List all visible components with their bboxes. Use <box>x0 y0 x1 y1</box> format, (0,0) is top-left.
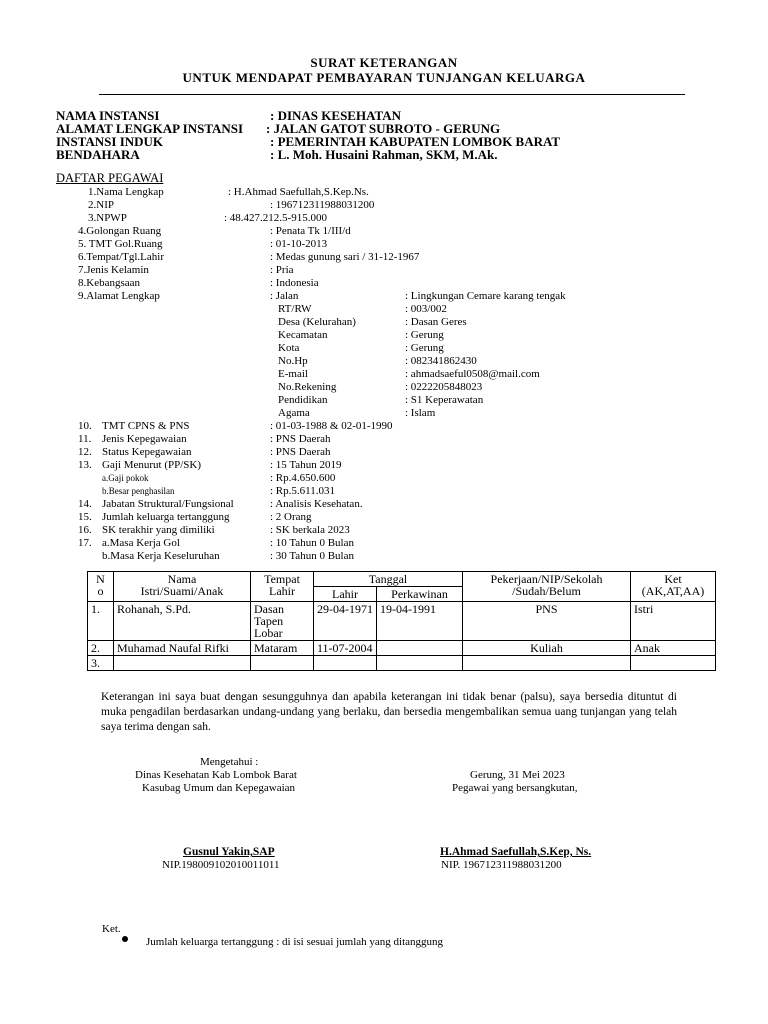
employee-field-label: 2.NIP <box>88 199 114 211</box>
place-date: Gerung, 31 Mei 2023 <box>470 769 565 781</box>
address-label: RT/RW <box>278 303 312 315</box>
cell-no: 1. <box>88 602 114 641</box>
cell-note <box>631 656 716 671</box>
address-label: Kota <box>278 342 300 354</box>
employee-field-num: 16. <box>78 524 92 536</box>
employee-field-label: 9.Alamat Lengkap <box>78 290 160 302</box>
cell-marriage-date <box>377 641 463 656</box>
table-row <box>88 602 716 641</box>
table-header-row <box>88 572 716 587</box>
left-signer-name: Gusnul Yakin,SAP <box>183 846 275 858</box>
salary-total-value: : Rp.5.611.031 <box>270 485 335 497</box>
col-header-marriage: Perkawinan <box>377 587 463 602</box>
cell-marriage-date: 19-04-1991 <box>377 602 463 641</box>
employee-field-value: : 10 Tahun 0 Bulan <box>270 537 354 549</box>
title-divider <box>99 94 685 95</box>
employee-field-label: 8.Kebangsaan <box>78 277 141 289</box>
instansi-name-label: NAMA INSTANSI <box>56 108 160 123</box>
employee-field-num: 10. <box>78 420 92 432</box>
cell-occupation: PNS <box>463 602 631 641</box>
col-header-note: Ket (AK,AT,AA) <box>631 572 716 602</box>
cell-note: Istri <box>631 602 716 641</box>
cell-name: Muhamad Naufal Rifki <box>114 641 251 656</box>
family-table <box>87 571 716 671</box>
right-signer-nip: NIP. 196712311988031200 <box>441 859 562 871</box>
employee-field-num: 15. <box>78 511 92 523</box>
employee-list-heading: DAFTAR PEGAWAI <box>56 171 164 185</box>
salary-basic-value: : Rp.4.650.600 <box>270 472 336 484</box>
address-value: : Gerung <box>405 329 444 341</box>
cell-birthplace: Dasan Tapen Lobar <box>251 602 314 641</box>
cell-name <box>114 656 251 671</box>
employee-field-num: 14. <box>78 498 92 510</box>
employee-field-value: : 01-03-1988 & 02-01-1990 <box>270 420 393 432</box>
employee-field-label: Jumlah keluarga tertanggung <box>102 511 230 523</box>
employee-field-num: 12. <box>78 446 92 458</box>
employee-field-label: Status Kepegawaian <box>102 446 192 458</box>
address-value: : Lingkungan Cemare karang tengak <box>405 290 566 302</box>
employee-field-label: 6.Tempat/Tgl.Lahir <box>78 251 164 263</box>
employee-field-label: a.Masa Kerja Gol <box>102 537 180 549</box>
table-row <box>88 641 716 656</box>
col-header-name: Nama Istri/Suami/Anak <box>114 572 251 602</box>
cell-birthdate <box>314 656 377 671</box>
employee-field-value: : Penata Tk 1/III/d <box>270 225 351 237</box>
employee-field-label: Jabatan Struktural/Fungsional <box>102 498 234 510</box>
address-label: Agama <box>278 407 310 419</box>
cell-no: 3. <box>88 656 114 671</box>
col-header-dates: Tanggal <box>314 572 463 587</box>
document-subtitle: UNTUK MENDAPAT PEMBAYARAN TUNJANGAN KELUARGA <box>182 70 586 85</box>
employee-field-value: : 196712311988031200 <box>270 199 375 211</box>
cell-birthplace <box>251 656 314 671</box>
instansi-name-value: : DINAS KESEHATAN <box>270 108 401 123</box>
instansi-address-label: ALAMAT LENGKAP INSTANSI <box>56 121 244 136</box>
treasurer-value: : L. Moh. Husaini Rahman, SKM, M.Ak. <box>270 147 498 162</box>
employee-field-num: 17. <box>78 537 92 549</box>
cell-note: Anak <box>631 641 716 656</box>
employee-field-value: : H.Ahmad Saefullah,S.Kep.Ns. <box>228 186 369 198</box>
cell-no: 2. <box>88 641 114 656</box>
table-row <box>88 656 716 671</box>
cell-birthdate: 11-07-2004 <box>314 641 377 656</box>
employee-field-value: : Jalan <box>270 290 299 302</box>
address-value: : 082341862430 <box>405 355 477 367</box>
address-label: Desa (Kelurahan) <box>278 316 356 328</box>
col-header-birth: Lahir <box>314 587 377 602</box>
employee-field-value: : Pria <box>270 264 294 276</box>
employee-field-value: : 2 Orang <box>270 511 312 523</box>
right-signer-position: Pegawai yang bersangkutan, <box>452 782 578 794</box>
employee-field-value: : PNS Daerah <box>270 446 331 458</box>
address-label: Pendidikan <box>278 394 328 406</box>
salary-total-label: b.Besar penghasilan <box>102 486 175 496</box>
bullet-icon <box>122 936 128 942</box>
address-value: : Dasan Geres <box>405 316 467 328</box>
col-header-birthplace: Tempat Lahir <box>251 572 314 602</box>
declaration-statement: Keterangan ini saya buat dengan sesungguhnya dan apabila keterangan ini tidak benar (palsu), saya bersedia dituntut di muka pengadilan berdasarkan undang-undang yang berlaku, dan bersedia mengembalikan semua uang tunjangan yang telah saya terima dengan sah. <box>101 691 677 733</box>
address-label: No.Hp <box>278 355 308 367</box>
col-header-no: N o <box>88 572 114 602</box>
employee-field-value: : Analisis Kesehatan. <box>270 498 363 510</box>
left-signer-nip: NIP.198009102010011011 <box>162 859 280 871</box>
cell-birthplace: Mataram <box>251 641 314 656</box>
cell-occupation <box>463 656 631 671</box>
acknowledged-label: Mengetahui : <box>200 756 259 768</box>
notes-item: Jumlah keluarga tertanggung : di isi sesuai jumlah yang ditanggung <box>146 936 444 948</box>
left-signer-office: Dinas Kesehatan Kab Lombok Barat <box>135 769 297 781</box>
address-value: : 0222205848023 <box>405 381 483 393</box>
employee-field-value: : PNS Daerah <box>270 433 331 445</box>
employee-field-label: 3.NPWP <box>88 212 127 224</box>
address-value: : Gerung <box>405 342 444 354</box>
employee-field-num: 11. <box>78 433 92 445</box>
address-value: : S1 Keperawatan <box>405 394 484 406</box>
col-header-occupation: Pekerjaan/NIP/Sekolah /Sudah/Belum <box>463 572 631 602</box>
right-signer-name: H.Ahmad Saefullah,S.Kep, Ns. <box>440 846 592 858</box>
instansi-address-value: : JALAN GATOT SUBROTO - GERUNG <box>266 121 501 136</box>
employee-field-value: : 48.427.212.5-915.000 <box>224 212 327 224</box>
employee-field-value: : 01-10-2013 <box>270 238 328 250</box>
document-title: SURAT KETERANGAN <box>310 55 458 70</box>
employee-field-value: : 15 Tahun 2019 <box>270 459 342 471</box>
employee-field-label: SK terakhir yang dimiliki <box>102 524 215 536</box>
notes-heading: Ket. <box>102 923 121 935</box>
employee-field-label: 7.Jenis Kelamin <box>78 264 149 276</box>
address-value: : Islam <box>405 407 436 419</box>
employee-field-label: TMT CPNS & PNS <box>102 420 190 432</box>
address-value: : ahmadsaeful0508@mail.com <box>405 368 540 380</box>
employee-field-label: b.Masa Kerja Keseluruhan <box>102 550 220 562</box>
address-value: : 003/002 <box>405 303 447 315</box>
employee-field-label: 5. TMT Gol.Ruang <box>78 238 163 250</box>
left-signer-position: Kasubag Umum dan Kepegawaian <box>142 782 296 794</box>
employee-field-value: : SK berkala 2023 <box>270 524 350 536</box>
cell-occupation: Kuliah <box>463 641 631 656</box>
employee-field-label: Jenis Kepegawaian <box>102 433 187 445</box>
instansi-parent-value: : PEMERINTAH KABUPATEN LOMBOK BARAT <box>270 134 561 149</box>
cell-birthdate: 29-04-1971 <box>314 602 377 641</box>
cell-name: Rohanah, S.Pd. <box>114 602 251 641</box>
employee-field-value: : Medas gunung sari / 31-12-1967 <box>270 251 420 263</box>
employee-field-label: 1.Nama Lengkap <box>88 186 164 198</box>
treasurer-label: BENDAHARA <box>56 147 140 162</box>
address-label: Kecamatan <box>278 329 328 341</box>
cell-marriage-date <box>377 656 463 671</box>
salary-basic-label: a.Gaji pokok <box>102 473 149 483</box>
employee-field-label: 4.Golongan Ruang <box>78 225 162 237</box>
address-label: E-mail <box>278 368 308 380</box>
employee-field-label: Gaji Menurut (PP/SK) <box>102 459 201 471</box>
employee-field-num: 13. <box>78 459 92 471</box>
employee-field-value: : Indonesia <box>270 277 319 289</box>
instansi-parent-label: INSTANSI INDUK <box>56 134 164 149</box>
employee-field-value: : 30 Tahun 0 Bulan <box>270 550 354 562</box>
address-label: No.Rekening <box>278 381 337 393</box>
